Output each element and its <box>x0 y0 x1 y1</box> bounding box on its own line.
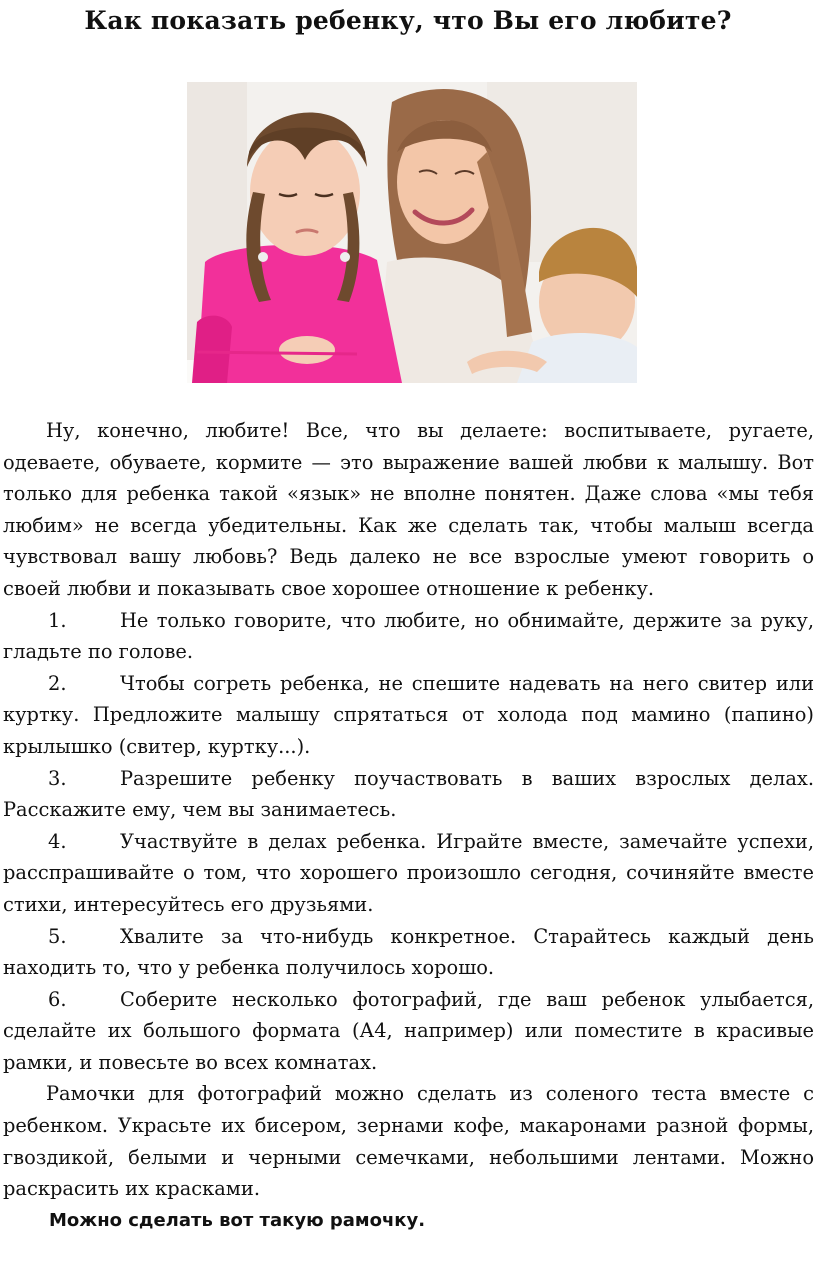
list-item-number: 3. <box>48 766 67 790</box>
list-item-number: 5. <box>48 924 67 948</box>
mother-children-photo <box>187 82 637 383</box>
list-item <box>3 668 814 763</box>
list-item-number: 2. <box>48 671 67 695</box>
list-item-text: Разрешите ребенку поучаствовать в ваших взрослых делах. Расскажите ему, чем вы занимаетесь. <box>3 766 814 822</box>
intro-paragraph: Ну, конечно, любите! Все, что вы делаете: воспитываете, ругаете, одеваете, обуваете, кормите — это выражение вашей любви к малышу. Вот только для ребенка такой «язык» не вполне понятен. Даже слова «мы тебя любим» не всегда убедительны. Как же сделать так, чтобы малыш всегда чувствовал вашу любовь? Ведь далеко не все взрослые умеют говорить о своей любви и показывать свое хорошее отношение к ребенку. <box>3 419 814 600</box>
list-item-text: Чтобы согреть ребенка, не спешите надевать на него свитер или куртку. Предложите малышу спрятаться от холода под мамино (папино) крылышко (свитер, куртку...). <box>3 671 814 758</box>
list-item <box>3 921 814 984</box>
list-item-number: 1. <box>48 608 67 632</box>
list-item <box>3 826 814 921</box>
list-item <box>3 984 814 1079</box>
closing-line: Можно сделать вот такую рамочку. <box>49 1209 426 1231</box>
list-item-text: Хвалите за что-нибудь конкретное. Старайтесь каждый день находить то, что у ребенка получилось хорошо. <box>3 924 814 980</box>
list-item-number: 4. <box>48 829 67 853</box>
list-item <box>3 763 814 826</box>
list-item-text: Соберите несколько фотографий, где ваш ребенок улыбается, сделайте их большого формата (А4, например) или поместите в красивые рамки, и повесьте во всех комнатах. <box>3 987 814 1074</box>
page-title: Как показать ребенку, что Вы его любите? <box>84 6 732 35</box>
list-item <box>3 605 814 668</box>
list-item-number: 6. <box>48 987 67 1011</box>
list-item-text: Участвуйте в делах ребенка. Играйте вместе, замечайте успехи, расспрашивайте о том, что хорошего произошло сегодня, сочиняйте вместе стихи, интересуйтесь его друзьями. <box>3 829 814 916</box>
article-body <box>3 415 814 1237</box>
list-item-text: Не только говорите, что любите, но обнимайте, держите за руку, гладьте по голове. <box>3 608 814 664</box>
frames-paragraph: Рамочки для фотографий можно сделать из соленого теста вместе с ребенком. Украсьте их бисером, зернами кофе, макаронами разной формы, гвоздикой, белыми и черными семечками, небольшими лентами. Можно раскрасить их красками. <box>3 1082 814 1201</box>
